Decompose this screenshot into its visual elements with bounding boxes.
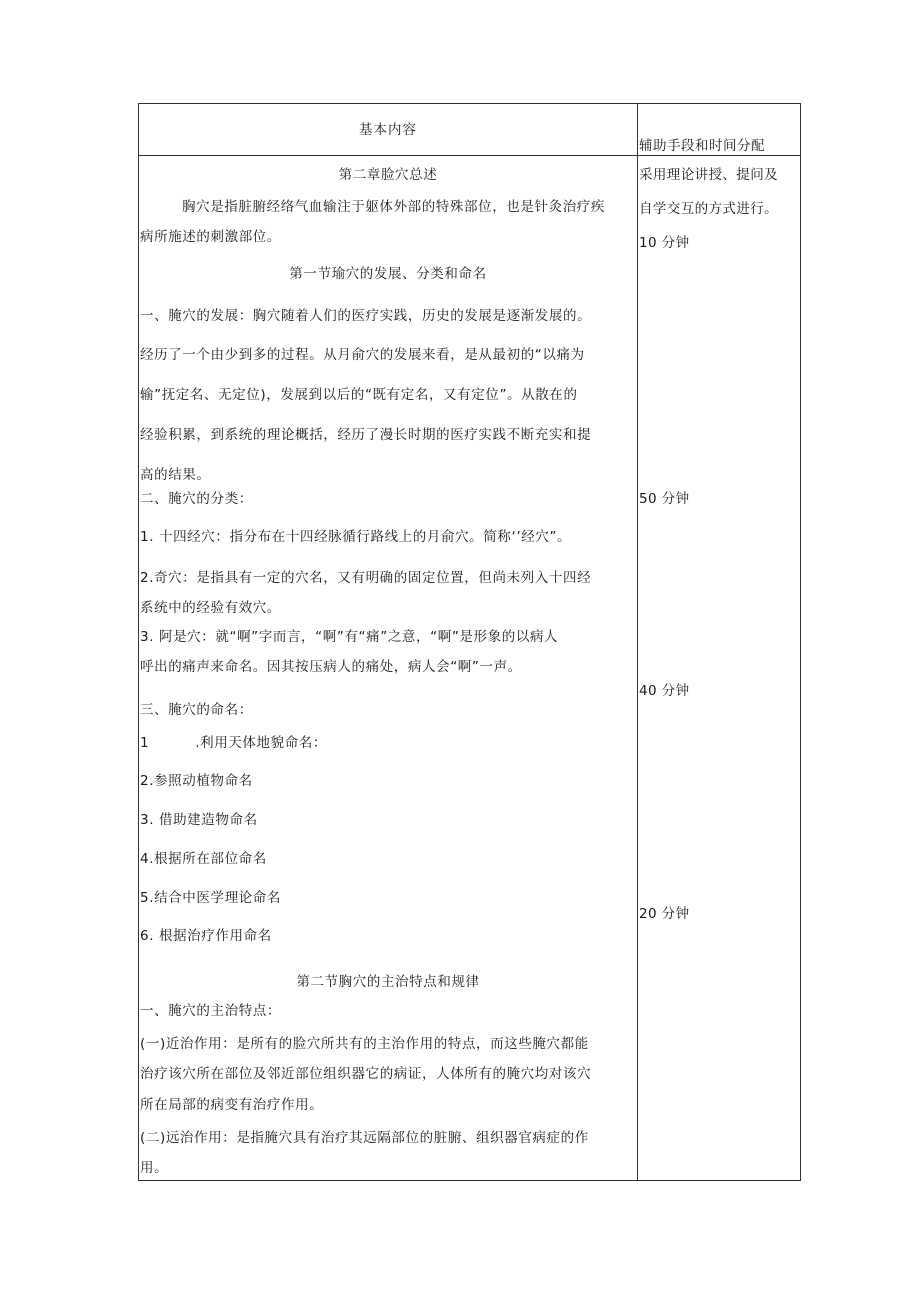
naming-item-6: 6. 根据治疗作用命名: [140, 928, 272, 944]
naming-item-1-number: 1: [140, 735, 150, 751]
classification-item-1: 1. 十四经穴：指分布在十四经脉循行路线上的月俞穴。简称‘’经穴”。: [140, 529, 572, 545]
feature-1-line-c: 所在局部的病变有治疗作用。: [140, 1097, 324, 1113]
naming-item-1: [140, 734, 327, 752]
feature-1-line-b: 治疗该穴所在部位及邻近部位组织器它的病证，人体所有的腌穴均对该穴: [140, 1066, 592, 1082]
classification-title: 二、腌穴的分类：: [140, 491, 253, 507]
development-line-1: 一、腌穴的发展：胸穴随着人们的医疗实践，历史的发展是逐渐发展的。: [140, 308, 592, 324]
naming-title: 三、腌穴的命名：: [140, 702, 253, 718]
features-title: 一、腌穴的主治特点：: [140, 1003, 281, 1019]
time-note-2: 50 分钟: [639, 491, 690, 507]
chapter-title: 第二章脸穴总述: [338, 167, 438, 183]
naming-item-1-text: .利用天体地貌命名：: [195, 735, 327, 751]
classification-item-3a: 3. 阿是穴：就“啊”字而言，“啊”有“痛”之意，“啊”是形象的以病人: [140, 629, 559, 645]
intro-line-2: 病所施述的刺激部位。: [140, 229, 281, 245]
feature-2-line-a: (二)远治作用：是指腌穴具有治疗其远隔部位的脏腑、组织器官病症的作: [140, 1130, 589, 1146]
section2-title: 第二节胸穴的主治特点和规律: [296, 974, 480, 990]
development-line-5: 高的结果。: [140, 467, 211, 483]
naming-item-2: 2.参照动植物命名: [140, 773, 253, 789]
feature-1-line-a: (一)近治作用：是所有的脸穴所共有的主治作用的特点，而这些腌穴都能: [140, 1036, 589, 1052]
classification-item-3b: 呼出的痛声来命名。因其按压病人的痛处，病人会“啊”一声。: [140, 659, 522, 675]
naming-item-5: 5.结合中医学理论命名: [140, 890, 281, 906]
development-line-2: 经历了一个由少到多的过程。从月俞穴的发展来看，是从最初的“以痛为: [140, 347, 585, 363]
time-note-4: 20 分钟: [639, 906, 690, 922]
classification-item-2b: 系统中的经验有效穴。: [140, 600, 281, 616]
time-note-1: 10 分钟: [639, 235, 690, 251]
time-note-3: 40 分钟: [639, 683, 690, 699]
lesson-plan-table: [138, 103, 801, 1181]
naming-item-3: 3. 借助建造物命名: [140, 812, 258, 828]
development-line-3: 输”抚定名、无定位)，发展到以后的“既有定名，又有定位”。从散在的: [140, 387, 578, 403]
column-divider: [637, 104, 638, 1180]
header-divider: [139, 155, 800, 156]
method-note-line2: 自学交互的方式进行。: [639, 201, 778, 217]
header-aids-time: 辅助手段和时间分配: [639, 138, 765, 154]
naming-item-4: 4.根据所在部位命名: [140, 851, 267, 867]
feature-2-line-b: 用。: [140, 1160, 169, 1176]
section1-title: 第一节瑜穴的发展、分类和命名: [289, 266, 487, 282]
classification-item-2a: 2.奇穴：是指具有一定的穴名，又有明确的固定位置，但尚未列入十四经: [140, 570, 592, 586]
development-line-4: 经验积累，到系统的理论概括，经历了漫长时期的医疗实践不断充实和提: [140, 427, 592, 443]
intro-line-1: 胸穴是指脏腑经络气血输注于躯体外部的特殊部位，也是针灸治疗疾: [182, 199, 605, 215]
header-basic-content: 基本内容: [359, 122, 417, 138]
method-note-line1: 采用理论讲授、提问及: [639, 167, 778, 183]
